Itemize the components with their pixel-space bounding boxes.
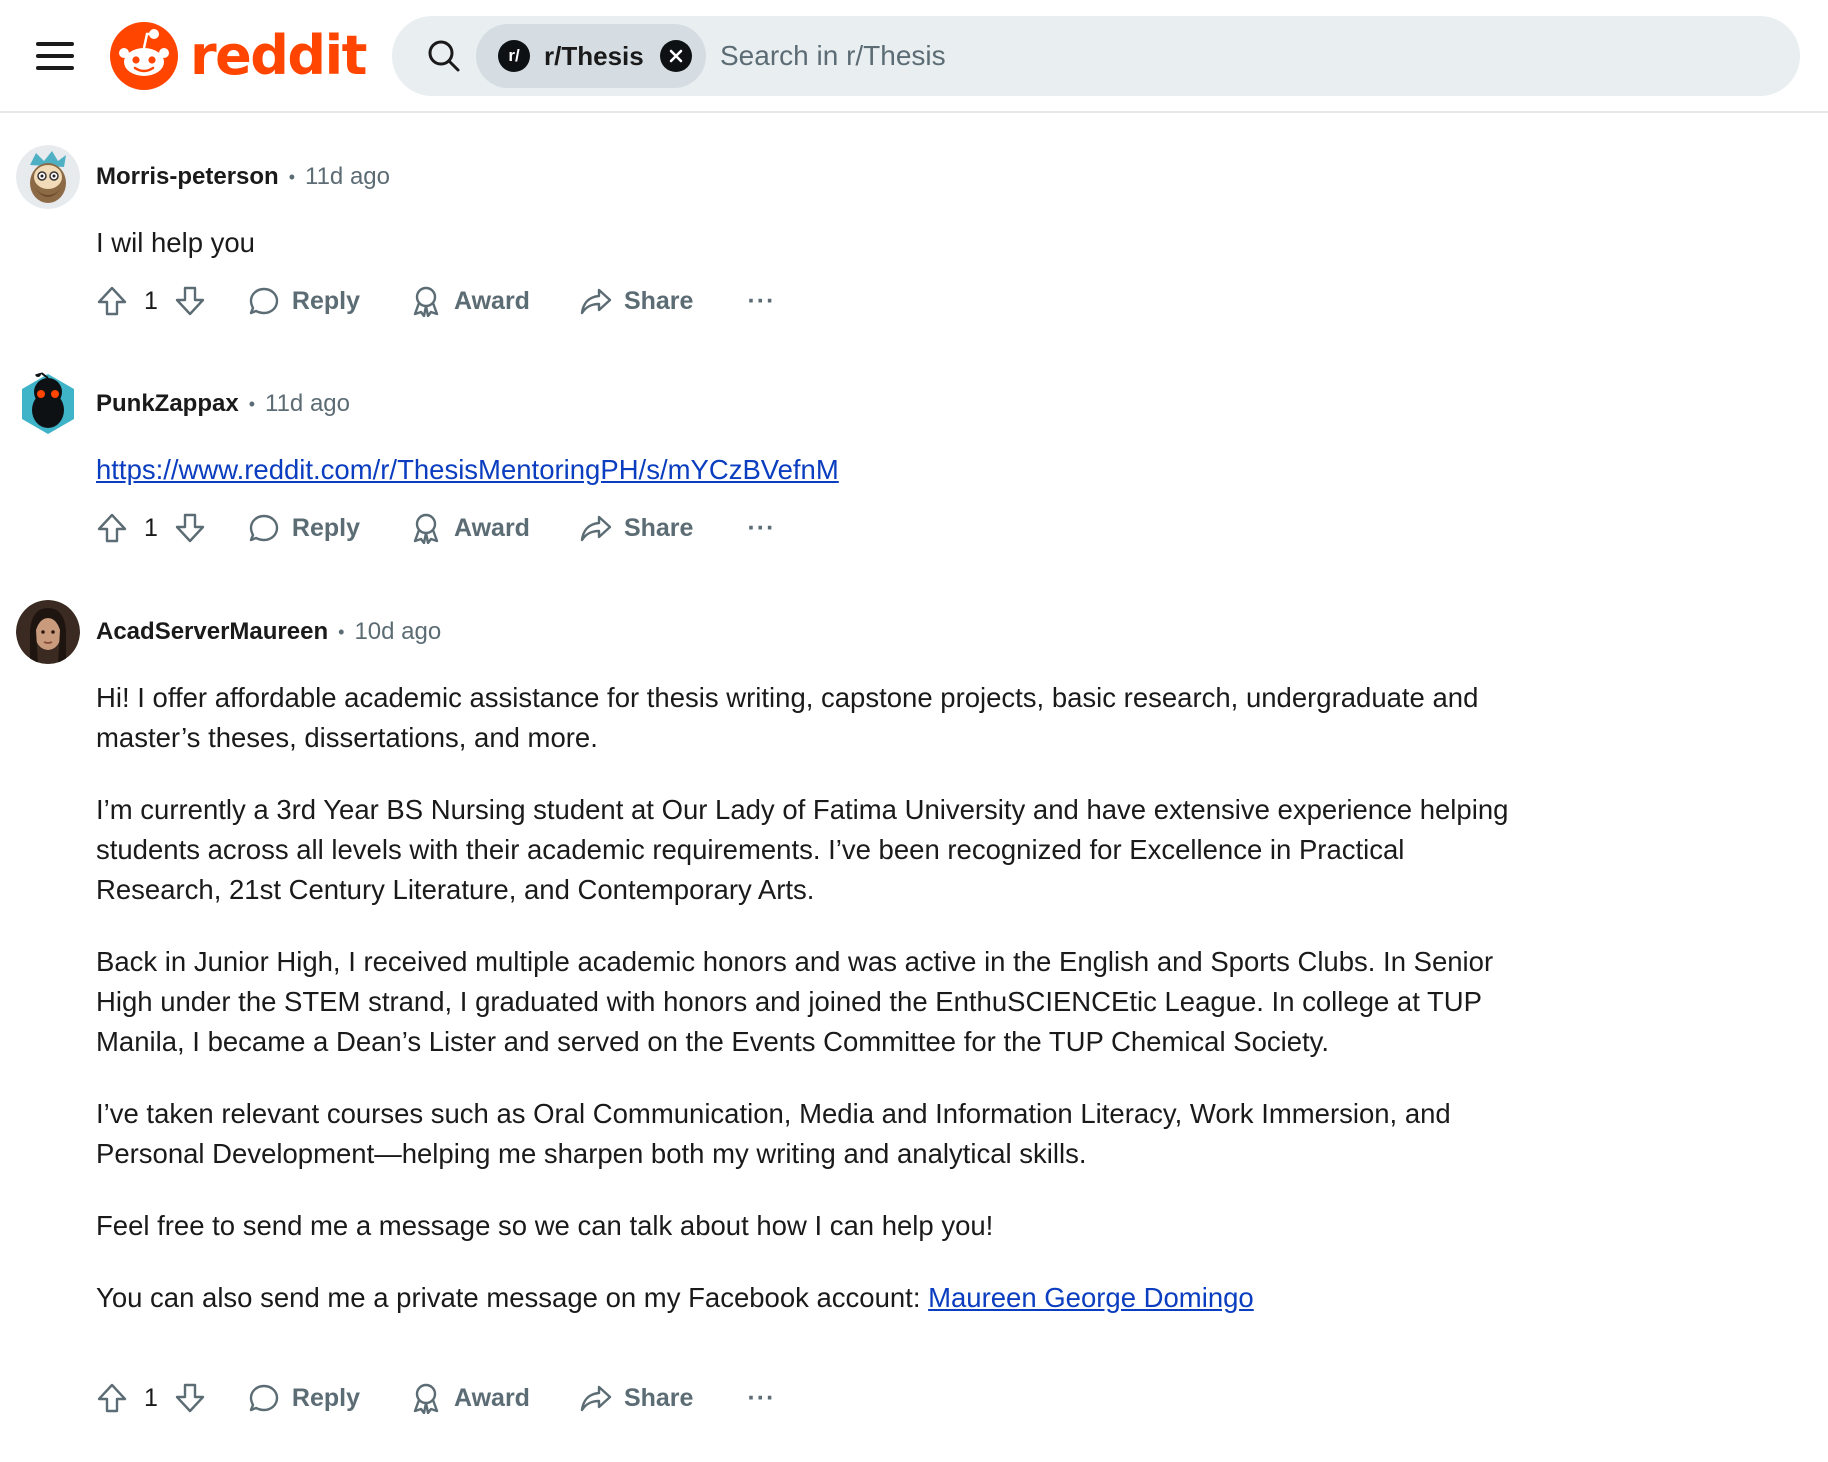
share-label: Share bbox=[623, 286, 694, 315]
downvote-icon bbox=[174, 512, 206, 544]
comment-paragraph: Hi! I offer affordable academic assistance for thesis writing, capstone projects, basic research, undergraduate and master’s theses, dissertations, and more. bbox=[96, 682, 1479, 753]
downvote-icon bbox=[174, 285, 206, 317]
award-icon bbox=[410, 1382, 442, 1414]
avatar[interactable] bbox=[16, 600, 80, 664]
comment-author[interactable]: PunkZappax bbox=[96, 390, 239, 417]
comment-paragraph bbox=[96, 1278, 1536, 1318]
comment-author[interactable]: AcadServerMaureen bbox=[96, 618, 329, 645]
comment-meta bbox=[96, 390, 350, 418]
remove-filter-button[interactable] bbox=[660, 40, 692, 72]
award-button[interactable] bbox=[410, 1382, 530, 1414]
comment-paragraph: I wil help you bbox=[96, 227, 255, 258]
share-icon bbox=[580, 285, 612, 317]
reply-label: Reply bbox=[291, 286, 360, 315]
facebook-prompt-text: You can also send me a private message on my Facebook account: bbox=[96, 1282, 929, 1313]
downvote-button[interactable] bbox=[174, 1382, 206, 1414]
reply-label: Reply bbox=[291, 513, 360, 542]
avatar[interactable] bbox=[16, 145, 80, 209]
share-button[interactable] bbox=[580, 285, 693, 317]
more-options-button[interactable]: ··· bbox=[747, 513, 776, 542]
subreddit-chip-label: r/Thesis bbox=[544, 40, 644, 71]
close-icon bbox=[669, 49, 683, 63]
comment-body bbox=[96, 450, 1536, 490]
comment-body bbox=[96, 678, 1536, 1318]
share-icon bbox=[580, 1382, 612, 1414]
upvote-icon bbox=[96, 512, 128, 544]
downvote-button[interactable] bbox=[174, 285, 206, 317]
reply-button[interactable] bbox=[248, 512, 360, 544]
facebook-profile-link[interactable]: Maureen George Domingo bbox=[928, 1282, 1254, 1313]
subreddit-filter-chip bbox=[476, 24, 706, 88]
award-button[interactable] bbox=[410, 512, 530, 544]
award-label: Award bbox=[454, 286, 530, 315]
meta-separator: • bbox=[288, 166, 296, 187]
comment-timestamp[interactable]: 10d ago bbox=[354, 618, 442, 645]
search-bar[interactable] bbox=[392, 16, 1800, 96]
comment-timestamp[interactable]: 11d ago bbox=[305, 163, 390, 190]
comment-paragraph: I’ve taken relevant courses such as Oral Communication, Media and Information Literacy, Work Immersion, and Personal Development—helping me sharpen both my writing and analytical skills. bbox=[96, 1098, 1451, 1169]
reddit-logo[interactable] bbox=[110, 22, 366, 90]
hamburger-menu-icon[interactable] bbox=[36, 38, 76, 74]
award-label: Award bbox=[454, 1383, 530, 1412]
vote-count: 1 bbox=[144, 1383, 158, 1412]
comment-meta bbox=[96, 163, 390, 191]
comment-bubble-icon bbox=[248, 1382, 280, 1414]
avatar[interactable] bbox=[16, 372, 80, 436]
comment-paragraph: I’m currently a 3rd Year BS Nursing student at Our Lady of Fatima University and have extensive experience helping students across all levels with their academic requirements. I’ve been recognized for Excellence in Practical Research, 21st Century Literature, and Contemporary Arts. bbox=[96, 794, 1509, 905]
comment-bubble-icon bbox=[248, 512, 280, 544]
downvote-button[interactable] bbox=[174, 512, 206, 544]
vote-count: 1 bbox=[144, 513, 158, 542]
meta-separator: • bbox=[338, 621, 345, 642]
comment-link[interactable]: https://www.reddit.com/r/ThesisMentoringPH/s/mYCzBVefnM bbox=[96, 454, 839, 485]
upvote-button[interactable] bbox=[96, 1382, 128, 1414]
share-label: Share bbox=[623, 1383, 694, 1412]
subreddit-icon: r/ bbox=[498, 40, 530, 72]
meta-separator: • bbox=[248, 393, 256, 414]
comment-actions bbox=[96, 1378, 775, 1418]
share-button[interactable] bbox=[580, 512, 693, 544]
award-button[interactable] bbox=[410, 285, 530, 317]
top-header bbox=[0, 0, 1828, 113]
comment-paragraph: Back in Junior High, I received multiple academic honors and was active in the English and Sports Clubs. In Senior High under the STEM strand, I graduated with honors and joined the EnthuSCIENCEtic League. In college at TUP Manila, I became a Dean’s Lister and served on the Events Committee for the TUP Chemical Society. bbox=[96, 946, 1494, 1057]
award-label: Award bbox=[454, 513, 530, 542]
avatar-image bbox=[16, 600, 80, 664]
share-button[interactable] bbox=[580, 1382, 693, 1414]
award-icon bbox=[410, 512, 442, 544]
upvote-icon bbox=[96, 1382, 128, 1414]
comment-timestamp[interactable]: 11d ago bbox=[265, 390, 350, 417]
avatar-image bbox=[16, 372, 80, 436]
comment-body bbox=[96, 223, 1536, 263]
reply-button[interactable] bbox=[248, 285, 360, 317]
reddit-wordmark: reddit bbox=[190, 24, 366, 87]
reply-button[interactable] bbox=[248, 1382, 360, 1414]
share-icon bbox=[580, 512, 612, 544]
comment-meta bbox=[96, 618, 441, 646]
search-input[interactable] bbox=[720, 30, 1760, 82]
avatar-image bbox=[16, 145, 80, 209]
comment-actions bbox=[96, 508, 775, 548]
comment-author[interactable]: Morris-peterson bbox=[96, 163, 279, 190]
comment-actions bbox=[96, 281, 775, 321]
comment-bubble-icon bbox=[248, 285, 280, 317]
search-icon bbox=[426, 38, 462, 74]
comment-paragraph: Feel free to send me a message so we can talk about how I can help you! bbox=[96, 1210, 994, 1241]
vote-count: 1 bbox=[144, 286, 158, 315]
upvote-button[interactable] bbox=[96, 285, 128, 317]
upvote-button[interactable] bbox=[96, 512, 128, 544]
share-label: Share bbox=[623, 513, 694, 542]
more-options-button[interactable]: ··· bbox=[747, 1383, 776, 1412]
award-icon bbox=[410, 285, 442, 317]
reddit-snoo-icon bbox=[110, 22, 178, 90]
reply-label: Reply bbox=[291, 1383, 360, 1412]
upvote-icon bbox=[96, 285, 128, 317]
more-options-button[interactable]: ··· bbox=[747, 286, 776, 315]
downvote-icon bbox=[174, 1382, 206, 1414]
